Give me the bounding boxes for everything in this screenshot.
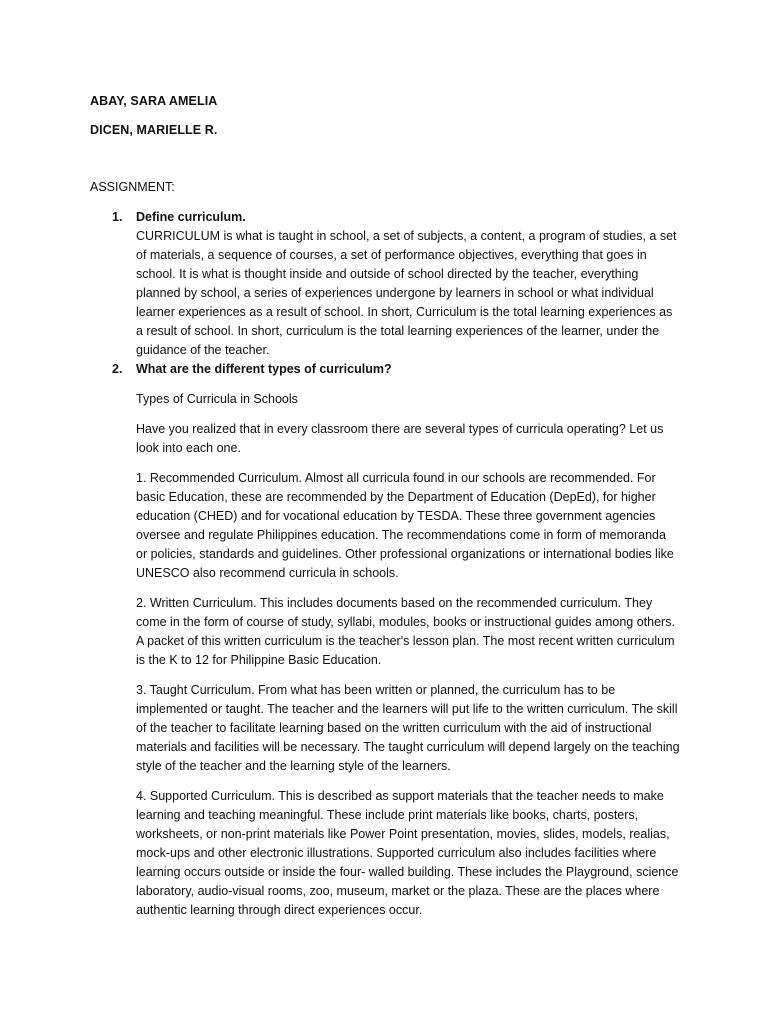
author-name-1: ABAY, SARA AMELIA xyxy=(90,94,218,108)
author-name-2: DICEN, MARIELLE R. xyxy=(90,123,218,137)
types-intro: Have you realized that in every classroom there are several types of curricula operating? Let us look into each one. xyxy=(136,422,664,455)
curriculum-type-3: 3. Taught Curriculum. From what has been written or planned, the curriculum has to be implemented or taught. The teacher and the learners will put life to the written curriculum. The skill of the teacher to facilitate learning based on the written curriculum with the aid of instructional materials and facilities will be necessary. The taught curriculum will depend largely on the teaching style of the teacher and the learning style of the learners. xyxy=(136,683,680,773)
question-1-answer: CURRICULUM is what is taught in school, a set of subjects, a content, a program of studies, a set of materials, a sequence of courses, a set of performance objectives, everything that goes in school. It is what is thought inside and outside of school directed by the teacher, everything planned by school, a series of experiences undergone by learners in school or what individual learner experiences as a result of school. In short, Curriculum is the total learning experiences as a result of school. In short, curriculum is the total learning experiences of the learner, under the guidance of the teacher. xyxy=(136,229,677,357)
types-heading: Types of Curricula in Schools xyxy=(136,392,298,406)
question-1 xyxy=(90,208,680,360)
question-2-title: What are the different types of curriculum? xyxy=(136,362,392,376)
curriculum-type-4: 4. Supported Curriculum. This is described as support materials that the teacher needs to make learning and teaching meaningful. These include print materials like books, charts, posters, worksheets, or non-print materials like Power Point presentation, movies, slides, models, realias, mock-ups and other electronic illustrations. Supported curriculum also includes facilities where learning occurs outside or inside the four- walled building. These includes the Playground, science laboratory, audio-visual rooms, zoo, museum, market or the plaza. These are the places where authentic learning through direct experiences occur. xyxy=(136,789,679,917)
curriculum-type-2: 2. Written Curriculum. This includes documents based on the recommended curriculum. They come in the form of course of study, syllabi, modules, books or instructional guides among others. A packet of this written curriculum is the teacher's lesson plan. The most recent written curriculum is the K to 12 for Philippine Basic Education. xyxy=(136,596,675,667)
assignment-label: ASSIGNMENT: xyxy=(90,180,175,194)
question-1-title: Define curriculum. xyxy=(136,210,246,224)
question-2-number: 2. xyxy=(112,362,123,376)
question-1-number: 1. xyxy=(112,210,123,224)
assignment-content xyxy=(90,208,680,920)
question-2 xyxy=(90,360,680,920)
curriculum-type-1: 1. Recommended Curriculum. Almost all curricula found in our schools are recommended. For basic Education, these are recommended by the Department of Education (DepEd), for higher education (CHED) and for vocational education by TESDA. These three government agencies oversee and regulate Philippines education. The recommendations come in form of memoranda or policies, standards and guidelines. Other professional organizations or international bodies like UNESCO also recommend curricula in schools. xyxy=(136,471,674,580)
